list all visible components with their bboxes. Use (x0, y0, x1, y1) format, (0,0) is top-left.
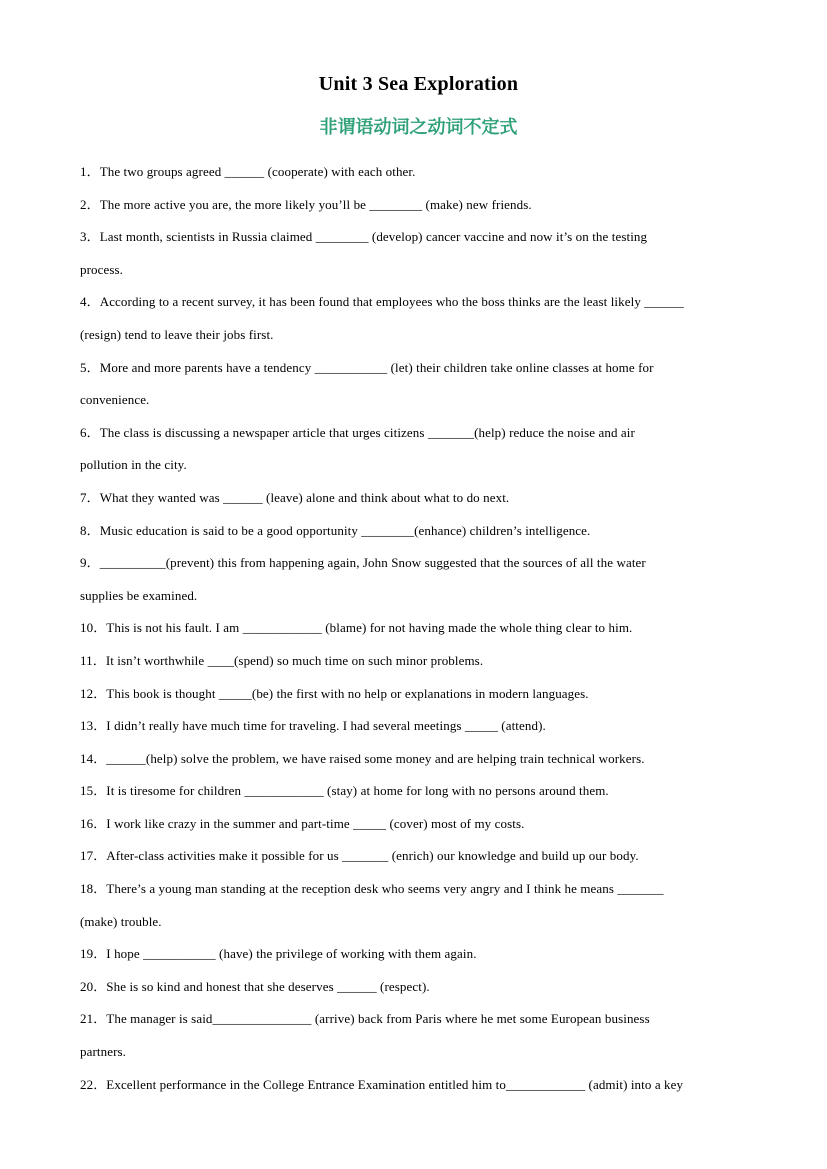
exercise-item-8 (80, 515, 757, 548)
exercise-list (80, 156, 757, 1101)
exercise-line: pollution in the city. (80, 457, 187, 473)
exercise-line: (make) trouble. (80, 913, 162, 929)
exercise-line: 16．I work like crazy in the summer and part-time _____ (cover) most of my costs. (80, 815, 525, 831)
exercise-line: 15．It is tiresome for children ____________ (stay) at home for long with no persons around them. (80, 783, 609, 799)
exercise-line: 21．The manager is said_______________ (arrive) back from Paris where he met some European business (80, 1011, 650, 1027)
exercise-line: 14．______(help) solve the problem, we have raised some money and are helping train technical workers. (80, 750, 645, 766)
exercise-line: 5．More and more parents have a tendency ___________ (let) their children take online classes at home for (80, 359, 654, 375)
exercise-item-5 (80, 352, 757, 417)
exercise-line: 2．The more active you are, the more likely you’ll be ________ (make) new friends. (80, 196, 532, 212)
exercise-line: 13．I didn’t really have much time for traveling. I had several meetings _____ (attend). (80, 718, 546, 734)
exercise-item-4 (80, 286, 757, 351)
exercise-line: 1．The two groups agreed ______ (cooperate) with each other. (80, 164, 416, 179)
exercise-item-11 (80, 645, 757, 678)
exercise-line: partners. (80, 1044, 127, 1060)
exercise-item-9 (80, 547, 757, 612)
exercise-item-18 (80, 873, 757, 938)
exercise-line: 19．I hope ___________ (have) the privilege of working with them again. (80, 946, 477, 962)
exercise-item-21 (80, 1003, 757, 1068)
exercise-item-16 (80, 808, 757, 841)
exercise-item-3 (80, 221, 757, 286)
exercise-item-7 (80, 482, 757, 515)
exercise-line: 11．It isn’t worthwhile ____(spend) so much time on such minor problems. (80, 652, 484, 668)
exercise-line: (resign) tend to leave their jobs first. (80, 326, 274, 342)
exercise-item-19 (80, 938, 757, 971)
exercise-line: 18．There’s a young man standing at the reception desk who seems very angry and I think he means _______ (80, 881, 664, 897)
exercise-line: convenience. (80, 392, 150, 408)
exercise-line: 9．__________(prevent) this from happening again, John Snow suggested that the sources of all the water (80, 555, 646, 571)
exercise-line: 17．After-class activities make it possible for us _______ (enrich) our knowledge and build up our body. (80, 848, 639, 864)
exercise-line: 22．Excellent performance in the College Entrance Examination entitled him to____________ (admit) into a key (80, 1076, 684, 1092)
exercise-item-2 (80, 189, 757, 222)
exercise-line: 7．What they wanted was ______ (leave) alone and think about what to do next. (80, 489, 510, 505)
exercise-line: 4．According to a recent survey, it has been found that employees who the boss thinks are the least likely ______ (80, 294, 684, 310)
exercise-line: process. (80, 261, 124, 277)
exercise-item-15 (80, 775, 757, 808)
exercise-item-14 (80, 743, 757, 776)
exercise-item-13 (80, 710, 757, 743)
exercise-line: 8．Music education is said to be a good opportunity ________(enhance) children’s intelligence. (80, 522, 591, 538)
exercise-item-22 (80, 1069, 757, 1102)
exercise-item-17 (80, 840, 757, 873)
exercise-line: 12．This book is thought _____(be) the first with no help or explanations in modern languages. (80, 685, 589, 701)
exercise-line: 10．This is not his fault. I am ____________ (blame) for not having made the whole thing clear to him. (80, 620, 633, 636)
exercise-item-12 (80, 678, 757, 711)
exercise-item-20 (80, 971, 757, 1004)
exercise-line: 3．Last month, scientists in Russia claimed ________ (develop) cancer vaccine and now it’s on the testing (80, 229, 648, 245)
exercise-line: supplies be examined. (80, 587, 198, 603)
page-title: Unit 3 Sea Exploration (318, 73, 519, 95)
page-subtitle: 非谓语动词之动词不定式 (319, 117, 518, 137)
exercise-line: 20．She is so kind and honest that she deserves ______ (respect). (80, 978, 430, 994)
exercise-item-6 (80, 417, 757, 482)
exercise-item-10 (80, 612, 757, 645)
exercise-line: 6．The class is discussing a newspaper article that urges citizens _______(help) reduce the noise and air (80, 424, 635, 440)
exercise-item-1 (80, 156, 757, 189)
